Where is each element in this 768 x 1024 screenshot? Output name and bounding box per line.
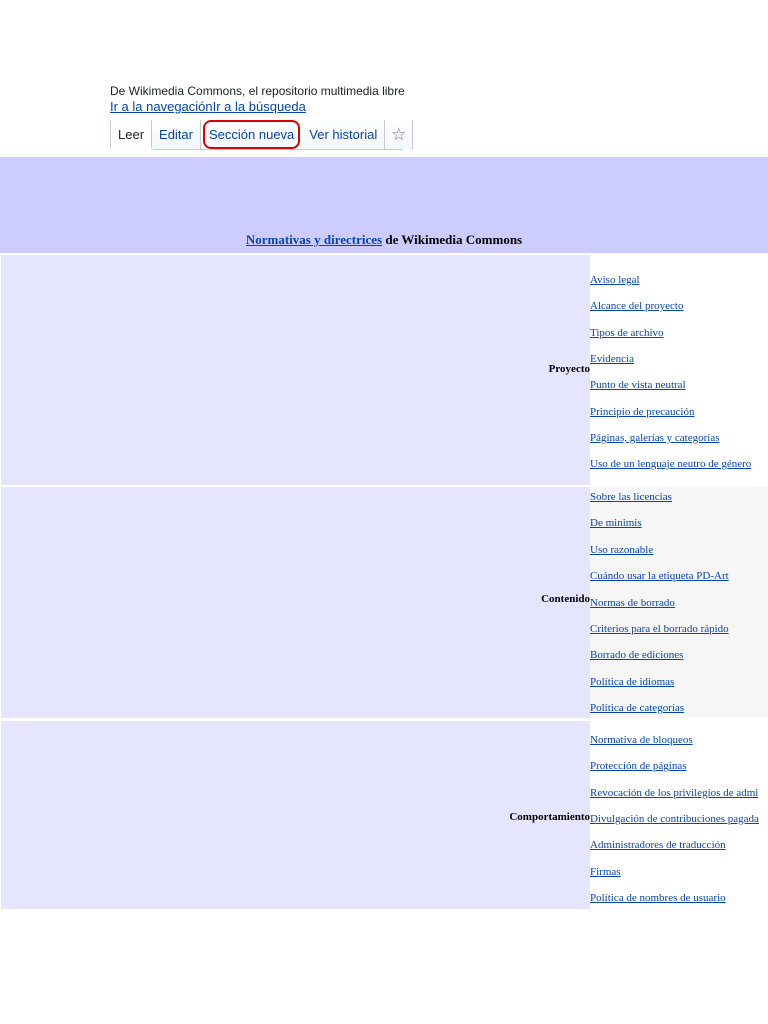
navbox-link[interactable]: Alcance del proyecto <box>590 300 684 313</box>
navbox-link[interactable]: Firmas <box>590 865 621 878</box>
navbox-link[interactable]: Política de idiomas <box>590 675 675 688</box>
navbox-title-link[interactable]: Normativas y directrices <box>245 232 383 247</box>
navbox-link[interactable]: Punto de vista neutral <box>590 379 686 392</box>
navbox-group-label: Proyecto <box>548 363 590 375</box>
navbox-link[interactable]: De minimis <box>590 517 642 530</box>
site-tagline: De Wikimedia Commons, el repositorio multimedia libre <box>110 84 405 98</box>
navbox-group-cell <box>1 487 590 718</box>
tab-view-history[interactable]: Ver historial <box>302 120 385 149</box>
jump-to-search-link[interactable]: Ir a la búsqueda <box>212 99 306 114</box>
navbox-group-label: Comportamiento <box>509 811 590 823</box>
navbox-link[interactable]: Divulgación de contribuciones pagada <box>590 812 759 825</box>
navbox-link[interactable]: Borrado de ediciones <box>590 649 684 662</box>
navbox-link[interactable]: Uso de un lenguaje neutro de género <box>590 458 752 471</box>
page-tabs <box>110 120 413 150</box>
jump-links <box>110 99 306 114</box>
navbox-link[interactable]: Política de categorías <box>590 702 685 715</box>
tab-edit[interactable]: Editar <box>152 120 201 149</box>
navbox-title-text: de Wikimedia Commons <box>382 232 523 247</box>
navbox-link[interactable]: Uso razonable <box>590 543 654 556</box>
navbox-link[interactable]: Política de nombres de usuario <box>590 891 726 904</box>
tabs-divider <box>153 149 403 150</box>
navbox-link[interactable]: Principio de precaución <box>590 405 695 418</box>
navbox-link[interactable]: Aviso legal <box>590 274 640 286</box>
navbox-link[interactable]: Tipos de archivo <box>590 326 664 339</box>
navbox-link[interactable]: Sobre las licencias <box>590 491 672 503</box>
navbox-group-list <box>590 487 768 718</box>
navbox-group-list <box>590 255 768 485</box>
navbox-link[interactable]: Normativa de bloqueos <box>590 734 693 746</box>
jump-to-navigation-link[interactable]: Ir a la navegación <box>110 99 213 114</box>
navbox-link[interactable]: Revocación de los privilegios de admi <box>590 786 759 799</box>
navbox-group-cell <box>1 721 590 909</box>
navbox-group-cell <box>1 255 590 485</box>
navbox-group-label: Contenido <box>541 593 590 605</box>
star-icon[interactable]: ☆ <box>385 120 413 149</box>
navbox-link[interactable]: Páginas, galerías y categorías <box>590 431 720 444</box>
navbox-title <box>0 232 768 248</box>
navbox-link[interactable]: Normas de borrado <box>590 596 675 609</box>
navbox-link[interactable]: Criterios para el borrado rápido <box>590 623 729 635</box>
navbox-link[interactable]: Cuándo usar la etiqueta PD-Art <box>590 570 729 583</box>
navbox-link[interactable]: Protección de páginas <box>590 760 687 773</box>
navbox-link[interactable]: Administradores de traducción <box>590 839 726 852</box>
navbox-link[interactable]: Evidencia <box>590 352 634 365</box>
navbox-group-list <box>590 721 768 909</box>
tab-new-section[interactable]: Sección nueva <box>203 120 300 149</box>
tab-read[interactable]: Leer <box>110 120 152 149</box>
